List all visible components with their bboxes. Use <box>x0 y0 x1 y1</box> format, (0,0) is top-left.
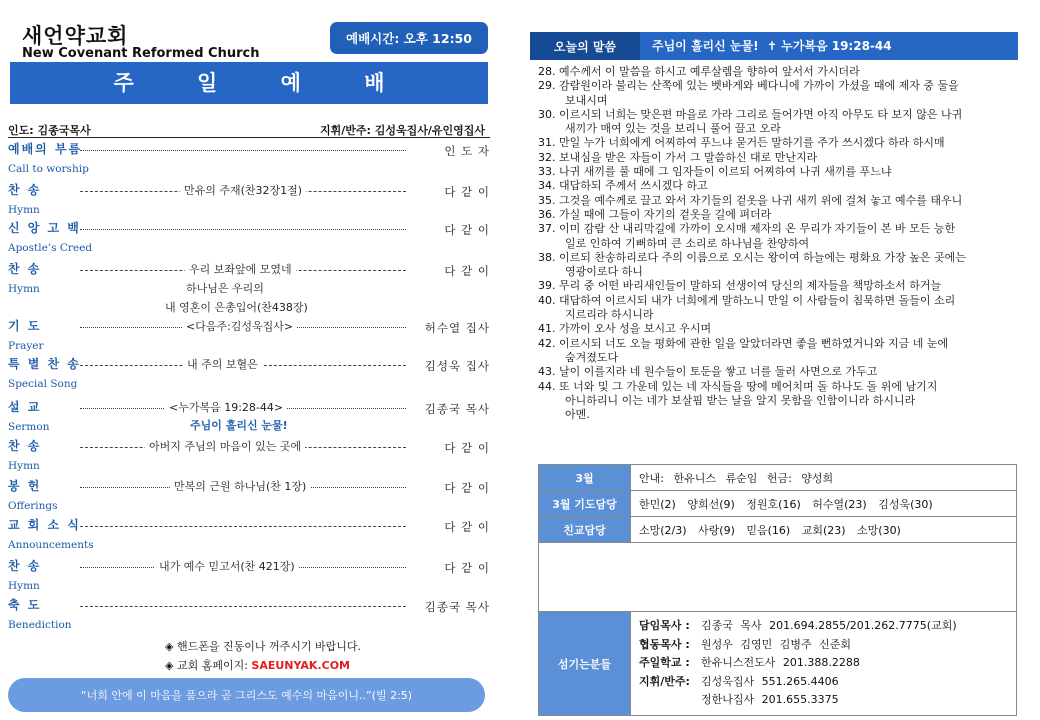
verse-number: 36. <box>538 207 556 221</box>
servant-line <box>639 673 1008 692</box>
verse-continuation: 지르리라 하시니라 <box>565 308 654 322</box>
divider <box>8 137 490 138</box>
scripture-verse <box>538 408 1023 422</box>
servant-value: 정한나집사 201.655.3375 <box>701 693 839 707</box>
fellowship-duty: 소망(2/3) 사랑(9) 믿음(16) 교회(23) 소망(30) <box>631 517 1017 543</box>
blank-notes-cell <box>539 543 1017 612</box>
servant-line <box>639 654 1008 673</box>
verse-number: 31. <box>538 136 556 150</box>
page-title: 주 일 예 배 <box>10 62 488 104</box>
order-item-english: Apostle’s Creed <box>8 242 93 254</box>
order-item-leader: 다 같 이 <box>408 480 490 496</box>
order-item-leader: 다 같 이 <box>408 184 490 200</box>
order-item-leader: 김종국 목사 <box>408 599 490 615</box>
phone-notice: ◈ 핸드폰을 진동이나 꺼주시기 바랍니다. <box>165 640 361 653</box>
church-name-korean: 새언약교회 <box>22 24 129 48</box>
servant-line <box>639 617 1008 636</box>
order-item-detail-3: 내 영혼이 은총입어(찬438장) <box>165 301 308 314</box>
order-item-english: Sermon <box>8 421 50 433</box>
verse-number: 40. <box>538 293 556 307</box>
month-label: 3월 <box>539 465 631 491</box>
prayer-duty-label: 3월 기도담당 <box>539 491 631 517</box>
scripture-verse <box>538 208 1023 222</box>
servant-role: 담임목사 : <box>639 619 690 633</box>
verse-text: 예수께서 이 말씀을 하시고 예루살렘을 향하여 앞서서 가시더라 <box>559 65 860 78</box>
verse-text: 이르시되 너도 오늘 평화에 관한 일을 알았더라면 좋을 뻔하였거니와 지금 네 눈에 <box>559 336 949 350</box>
leader-dots <box>80 525 406 527</box>
order-item-detail: 내 주의 보혈은 <box>183 356 262 372</box>
order-item-leader: 인 도 자 <box>408 143 490 159</box>
servant-role: 주일학교 : <box>639 656 690 670</box>
homepage-link[interactable]: SAEUNYAK.COM <box>251 659 351 672</box>
order-item-detail: 내가 예수 믿고서(찬 421장) <box>155 558 299 574</box>
verse-text: 날이 이를지라 네 원수들이 토둔을 쌓고 너를 둘러 사면으로 가두고 <box>559 365 878 379</box>
verse-continuation: 숨겨졌도다 <box>565 350 619 364</box>
leader-dots <box>80 149 406 151</box>
verse-text: 보내심을 받은 자들이 가서 그 말씀하신 대로 만난지라 <box>559 150 818 164</box>
verse-number: 41. <box>538 322 556 336</box>
scripture-verse <box>538 65 1023 79</box>
servant-line <box>639 636 1008 655</box>
order-item-korean: 찬 송 <box>8 439 42 453</box>
scripture-verse <box>538 251 1023 280</box>
scripture-verse <box>538 108 1023 137</box>
verse-text: 무리 중 어떤 바리새인들이 말하되 선생이여 당신의 제자들을 책망하소서 하거늘 <box>559 279 942 293</box>
order-item-leader: 김종국 목사 <box>408 401 490 417</box>
verse-text: 나귀 새끼를 풀 때에 그 임자들이 이르되 어찌하여 나귀 새끼를 푸느냐 <box>559 165 892 179</box>
verse-continuation: 아멘. <box>565 408 590 422</box>
memory-verse: “너희 안에 이 마음을 품으라 곧 그리스도 예수의 마음이니..”(빌 2:5) <box>8 678 485 712</box>
verse-number: 32. <box>538 150 556 164</box>
order-item-korean: 설 교 <box>8 400 42 414</box>
leader-dots <box>80 228 406 230</box>
order-item-english: Offerings <box>8 500 58 512</box>
order-item-english: Hymn <box>8 204 40 216</box>
verse-continuation: 새끼가 매여 있는 것을 보리니 풀어 끌고 오라 <box>565 122 781 136</box>
verse-continuation: 아니하리니 이는 네가 보살핌 받는 날을 알지 못함을 인함이니라 하시니라 <box>565 393 916 407</box>
verse-number: 38. <box>538 250 556 264</box>
order-item-detail: <누가복음 19:28-44> <box>165 399 287 415</box>
order-item-detail: 우리 보좌앞에 모였네 <box>185 261 296 277</box>
verse-number: 33. <box>538 165 556 179</box>
verse-text: 대답하되 주께서 쓰시겠다 하고 <box>559 179 708 193</box>
verse-text: 가실 때에 그들이 자기의 겉옷을 길에 펴더라 <box>559 207 772 221</box>
scripture-verse <box>538 151 1023 165</box>
verse-continuation: 보내시며 <box>565 93 608 107</box>
verse-text: 또 너와 및 그 가운데 있는 네 자식들을 땅에 메어치며 돌 하나도 돌 위에 남기지 <box>559 379 938 393</box>
servant-value: 김종국 목사 201.694.2855/201.262.7775(교회) <box>701 619 957 633</box>
order-item-english: Prayer <box>8 340 44 352</box>
scripture-verse <box>538 79 1023 108</box>
order-item-leader: 허수열 집사 <box>408 320 490 336</box>
order-item-english: Special Song <box>8 378 78 390</box>
verse-continuation: 일로 인하여 기뻐하며 큰 소리로 하나님을 찬양하여 <box>565 236 810 250</box>
sermon-title <box>652 32 892 60</box>
verse-number: 42. <box>538 336 556 350</box>
scripture-verse <box>538 294 1023 323</box>
order-item-korean: 기 도 <box>8 319 42 333</box>
leader-label: 인도: 김종국목사 <box>8 124 91 137</box>
scripture-reference: ✝ 누가복음 19:28-44 <box>766 39 892 53</box>
order-item-leader: 다 같 이 <box>408 222 490 238</box>
order-item-english: Hymn <box>8 283 40 295</box>
homepage-notice <box>165 657 350 673</box>
order-item-english: Benediction <box>8 619 72 631</box>
scripture-verse <box>538 222 1023 251</box>
order-item-korean: 특 별 찬 송 <box>8 357 81 371</box>
order-item-korean: 찬 송 <box>8 262 42 276</box>
order-item-detail-2: 하나님은 우리의 <box>186 282 264 295</box>
servant-line <box>639 691 1008 710</box>
church-name-english: New Covenant Reformed Church <box>22 46 260 61</box>
order-item-leader: 다 같 이 <box>408 560 490 576</box>
verse-number: 30. <box>538 107 556 121</box>
music-leader-label: 지휘/반주: 김성욱집사/유인영집사 <box>320 124 486 137</box>
verse-text: 이르되 찬송하리로다 주의 이름으로 오시는 왕이여 하늘에는 평화요 가장 높은 곳에는 <box>559 250 966 264</box>
leader-dots <box>80 605 406 607</box>
servant-role: 협동목사 : <box>639 637 690 651</box>
order-item-korean: 축 도 <box>8 598 42 612</box>
scripture-verse <box>538 380 1023 409</box>
servant-value: 김성욱집사 551.265.4406 <box>701 674 839 688</box>
prayer-duty: 한민(2) 양희선(9) 정원호(16) 허수열(23) 김성욱(30) <box>631 491 1017 517</box>
order-item-korean: 예배의 부름 <box>8 142 83 156</box>
order-item-detail: 만복의 근원 하나님(찬 1장) <box>170 478 310 494</box>
order-item-korean: 교 회 소 식 <box>8 518 81 532</box>
verse-number: 28. <box>538 65 556 78</box>
order-item-leader: 다 같 이 <box>408 519 490 535</box>
verse-number: 43. <box>538 365 556 379</box>
servant-value: 원성우 김영민 김병주 신준회 <box>701 637 852 651</box>
order-item-english: Hymn <box>8 460 40 472</box>
verse-continuation: 영광이로다 하니 <box>565 265 643 279</box>
homepage-label: ◈ 교회 홈페이지: <box>165 659 252 672</box>
scripture-verse <box>538 337 1023 366</box>
verse-text: 감람원이라 불리는 산쪽에 있는 벳바게와 베다니에 가까이 가셨을 때에 제자 중 둘을 <box>559 79 959 93</box>
todays-word-tab: 오늘의 말씀 <box>530 32 640 60</box>
order-item-leader: 다 같 이 <box>408 263 490 279</box>
order-item-english: Call to worship <box>8 163 89 175</box>
verse-text: 그것을 예수께로 끌고 와서 자기들의 겉옷을 나귀 새끼 위에 걸쳐 놓고 예수를 태우니 <box>559 193 963 207</box>
verse-number: 44. <box>538 379 556 393</box>
verse-text: 이르시되 너희는 맞은편 마을로 가라 그리로 들어가면 아직 아무도 타 보지 않은 나귀 <box>559 107 963 121</box>
scripture-verse <box>538 194 1023 208</box>
scripture-verse <box>538 179 1023 193</box>
order-item-detail: 아버지 주님의 마음이 있는 곳에 <box>145 438 305 454</box>
order-item-korean: 찬 송 <box>8 559 42 573</box>
scripture-verse <box>538 279 1023 293</box>
order-item-korean: 봉 헌 <box>8 479 42 493</box>
verse-text: 만일 누가 너희에게 어찌하여 푸느냐 묻거든 말하기를 주가 쓰시겠다 하라 하시매 <box>559 136 945 150</box>
verse-number: 39. <box>538 279 556 293</box>
sermon-title-text: 주님이 흘리신 눈물! <box>652 39 759 53</box>
order-item-leader: 다 같 이 <box>408 440 490 456</box>
verse-number: 37. <box>538 222 556 236</box>
scripture-verse <box>538 136 1023 150</box>
scripture-verse <box>538 365 1023 379</box>
order-item-korean: 신 앙 고 백 <box>8 221 81 235</box>
todays-word-header <box>530 32 1018 60</box>
order-item-english: Announcements <box>8 539 94 551</box>
servant-value: 한유니스전도사 201.388.2288 <box>701 656 860 670</box>
verse-text: 이미 감람 산 내리막길에 가까이 오시매 제자의 온 무리가 자기들이 본 바 모든 능한 <box>559 222 956 236</box>
verse-number: 35. <box>538 193 556 207</box>
scripture-passage <box>538 65 1023 422</box>
order-item-detail: <다음주:김성욱집사> <box>182 318 297 334</box>
verse-number: 34. <box>538 179 556 193</box>
service-table <box>538 464 1017 716</box>
servants-list <box>631 612 1017 716</box>
service-time-badge: 예배시간: 오후 12:50 <box>330 22 488 54</box>
scripture-verse <box>538 165 1023 179</box>
month-duty: 안내: 한유니스 류순임 헌금: 양성희 <box>631 465 1017 491</box>
servants-label: 섬기는분들 <box>539 612 631 716</box>
fellowship-duty-label: 친교담당 <box>539 517 631 543</box>
order-item-korean: 찬 송 <box>8 183 42 197</box>
sermon-title-line: 주님이 흘리신 눈물! <box>190 419 288 432</box>
order-item-leader: 김성욱 집사 <box>408 358 490 374</box>
verse-number: 29. <box>538 79 556 93</box>
order-item-english: Hymn <box>8 580 40 592</box>
verse-text: 대답하여 이르시되 내가 너희에게 말하노니 만일 이 사람들이 침묵하면 돌들이 소리 <box>559 293 956 307</box>
order-item-detail: 만유의 주재(찬32장1절) <box>180 182 306 198</box>
verse-text: 가까이 오사 성을 보시고 우시며 <box>559 322 712 336</box>
scripture-verse <box>538 322 1023 336</box>
servant-role: 지휘/반주: <box>639 674 690 688</box>
